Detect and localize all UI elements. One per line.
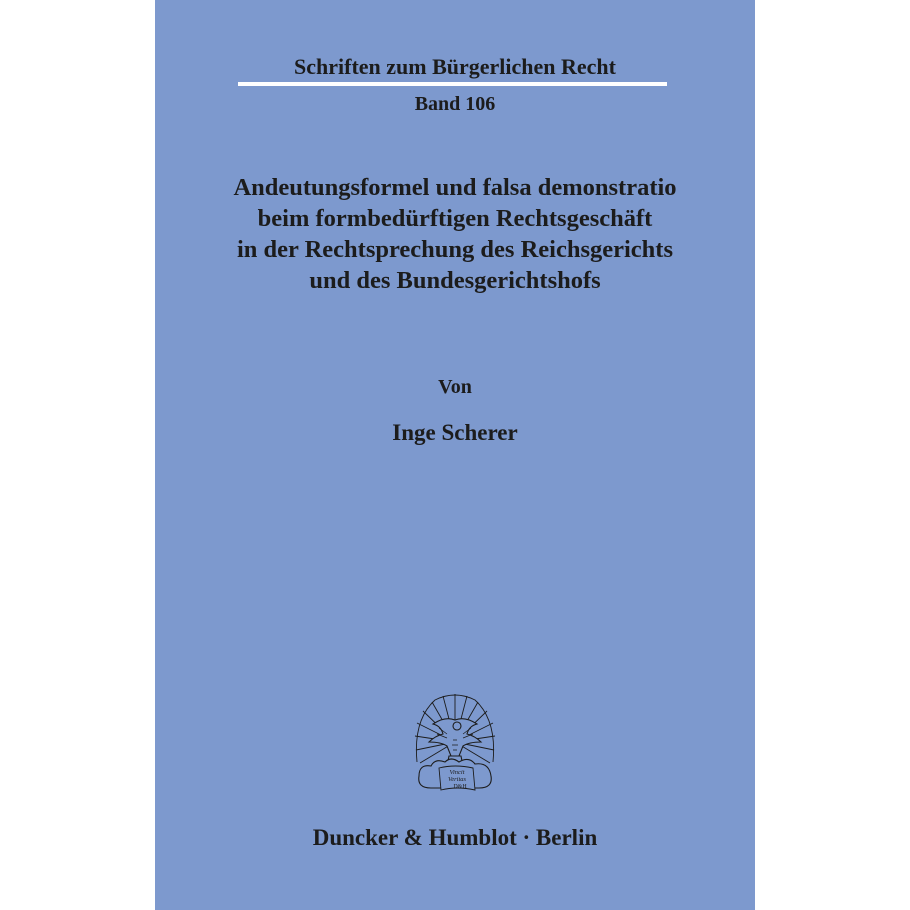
title-line: und des Bundesgerichtshofs — [309, 267, 601, 294]
title-line: beim formbedürftigen Rechtsgeschäft — [257, 205, 653, 232]
title-line: in der Rechtsprechung des Reichsgerichts — [237, 236, 673, 263]
author-name: Inge Scherer — [392, 420, 518, 445]
logo-motto-line2: Veritas — [447, 776, 467, 783]
publisher-imprint: Duncker & Humblot · Berlin — [312, 825, 598, 850]
logo-motto-line1: Vincit — [449, 769, 465, 776]
logo-monogram: D&H — [453, 784, 467, 790]
eagle-emblem-icon — [413, 690, 497, 798]
series-title: Schriften zum Bürgerlichen Recht — [294, 54, 616, 79]
book-title — [155, 172, 755, 296]
by-label: Von — [438, 376, 472, 398]
title-line: Andeutungsformel und falsa demonstratio — [233, 174, 677, 201]
book-cover — [155, 0, 755, 910]
series-divider — [238, 82, 667, 86]
volume-number: Band 106 — [414, 93, 496, 115]
